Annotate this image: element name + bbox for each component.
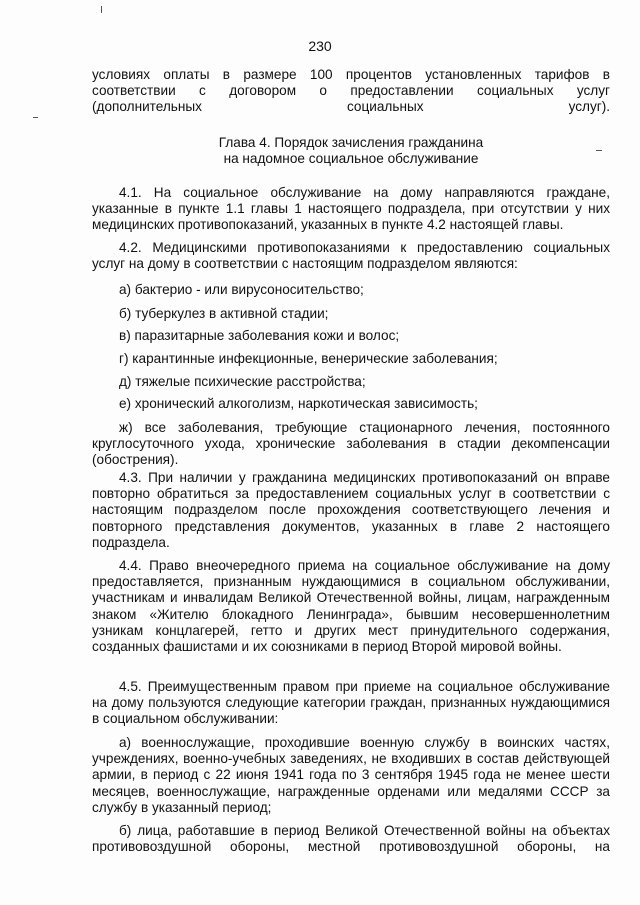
list-item: в) паразитарные заболевания кожи и волос; (119, 328, 400, 343)
paragraph-4-3: 4.3. При наличии у гражданина медицинских противопоказаний он вправе повторно обратиться за предоставлением социальных услуг в соответствии с настоящим подразделом после прохождения соответствующего лечения и повторного представления документов, указанных в главе 2 настоящего подраздела. (92, 470, 610, 550)
paragraph-4-5: 4.5. Преимущественным правом при приеме на социальное обслуживание на дому пользуются следующие категории граждан, признанных нуждающимися в социальном обслуживании: (92, 679, 610, 727)
chapter-title-line: на надомное социальное обслуживание (223, 151, 479, 167)
page-number: 230 (308, 38, 332, 54)
list-item: е) хронический алкоголизм, наркотическая зависимость; (119, 396, 478, 411)
chapter-title (92, 135, 610, 167)
paragraph-4-1: 4.1. На социальное обслуживание на дому направляются граждане, указанные в пункте 1.1 главы 1 настоящего подраздела, при отсутствии у них медицинских противопоказаний, указанных в пункте 4.2 настоящей главы. (92, 185, 610, 233)
chapter-title-line: Глава 4. Порядок зачисления гражданина (218, 135, 484, 150)
list-item: ж) все заболевания, требующие стационарного лечения, постоянного круглосуточного ухода, хронические заболевания в стадии декомпенсации (обострения). (92, 420, 610, 468)
intro-paragraph (92, 67, 610, 116)
paragraph-4-4: 4.4. Право внеочередного приема на социальное обслуживание на дому предоставляется, признанным нуждающимися в социальном обслуживании, участникам и инвалидам Великой Отечественной войны, лицам, награжденным знаком «Жителю блокадного Ленинграда», бывшим несовершеннолетним узникам концлагерей, гетто и других мест принудительного содержания, созданных фашистами и их союзниками в период Второй мировой войны. (92, 558, 610, 655)
list-item: д) тяжелые психические расстройства; (119, 374, 366, 389)
scan-mark (33, 117, 38, 118)
text-line: (дополнительных социальных услуг). (92, 99, 610, 115)
paragraph-4-5-b: б) лица, работавшие в период Великой Отечественной войны на объектах противовоздушной обороны, местной противовоздушной обороны, на (92, 823, 610, 855)
text-line: соответствии с договором о предоставлении социальных услуг (92, 83, 610, 99)
text-line: условиях оплаты в размере 100 процентов установленных тарифов в (92, 67, 610, 82)
paragraph-4-2: 4.2. Медицинскими противопоказаниями к предоставлению социальных услуг на дому в соответствии с настоящим подразделом являются: (92, 240, 610, 272)
scan-mark (101, 6, 102, 13)
list-item: а) бактерио - или вирусоносительство; (119, 282, 364, 297)
list-item: б) туберкулез в активной стадии; (119, 306, 329, 321)
paragraph-4-5-a: а) военнослужащие, проходившие военную службу в воинских частях, учреждениях, военно-учебных заведениях, не входивших в состав действующей армии, в период с 22 июня 1941 года по 3 сентября 1945 года не менее шести месяцев, военнослужащие, награжденные орденами или медалями СССР за службу в указанный период; (92, 735, 610, 815)
list-item: г) карантинные инфекционные, венерические заболевания; (119, 351, 498, 366)
